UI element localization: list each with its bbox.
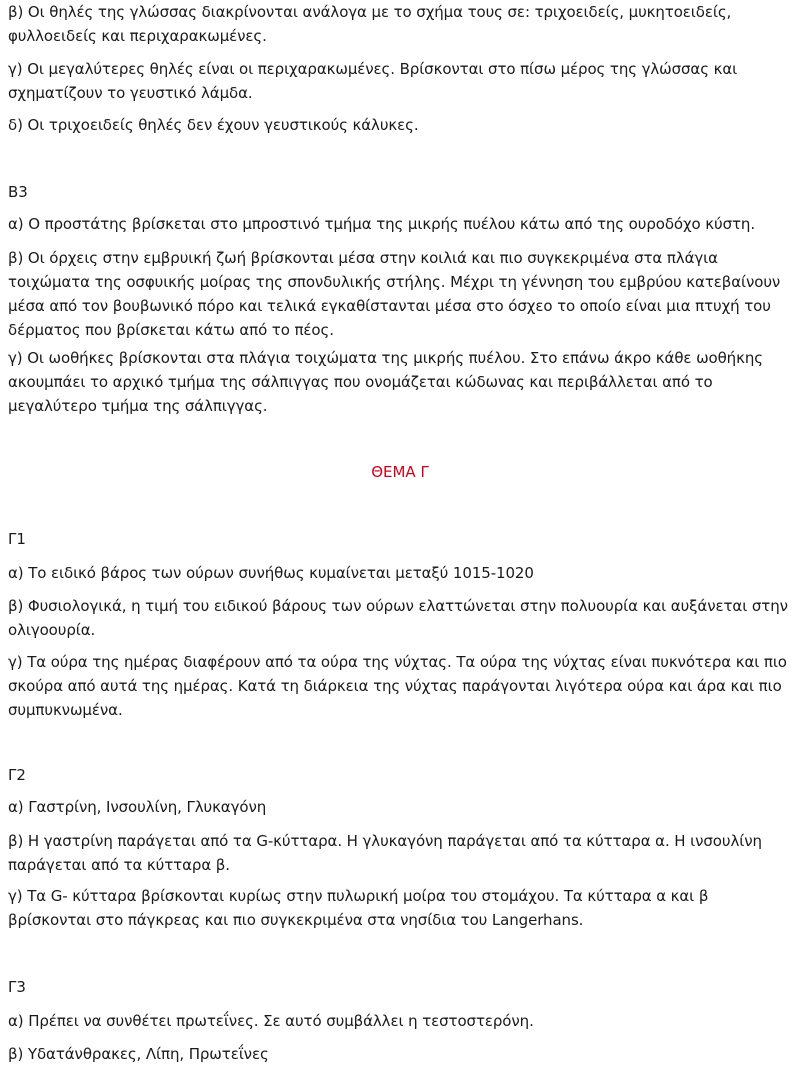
section-heading-g1: Γ1 <box>8 530 26 548</box>
g3-answer-a: α) Πρέπει να συνθέτει πρωτεΐνες. Σε αυτό συμβάλλει η τεστοστερόνη. <box>8 1012 534 1030</box>
g3-answer-b: β) Υδατάνθρακες, Λίπη, Πρωτεΐνες <box>8 1045 269 1063</box>
g2-answer-b: β) Η γαστρίνη παράγεται από τα G-κύτταρα. Η γλυκαγόνη παράγεται από τα κύτταρα α. Η ινσουλίνη παράγεται από τα κύτταρα β. <box>8 832 762 874</box>
section-heading-g2: Γ2 <box>8 766 26 784</box>
theme-g-title: ΘΕΜΑ Γ <box>371 463 429 481</box>
b3-answer-a: α) Ο προστάτης βρίσκεται στο μπροστινό τμήμα της μικρής πυέλου κάτω από της ουροδόχο κύστη. <box>8 215 756 233</box>
b2-answer-d: δ) Οι τριχοειδείς θηλές δεν έχουν γευστικούς κάλυκες. <box>8 116 419 134</box>
g1-answer-a: α) Το ειδικό βάρος των ούρων συνήθως κυμαίνεται μεταξύ 1015-1020 <box>8 564 534 582</box>
b3-answer-b: β) Οι όρχεις στην εμβρυική ζωή βρίσκονται μέσα στην κοιλιά και πιο συγκεκριμένα στα πλάγια τοιχώματα της οσφυικής μοίρας της σπονδυλικής στήλης. Μέχρι τη γέννηση του εμβρύου κατεβαίνουν μέσα από τον βουβωνικό πόρο και τελικά εγκαθίστανται μέσα στο όσχεο το οποίο είναι μια πτυχή του δέρματος που βρίσκεται κάτω από το πέος. <box>8 249 781 339</box>
g2-answer-a: α) Γαστρίνη, Ινσουλίνη, Γλυκαγόνη <box>8 798 267 816</box>
g1-answer-g: γ) Τα ούρα της ημέρας διαφέρουν από τα ούρα της νύχτας. Τα ούρα της νύχτας είναι πυκνότερα και πιο σκούρα από αυτά της ημέρας. Κατά τη διάρκεια της νύχτας παράγονται λιγότερα ούρα και άρα και πιο συμπυκνωμένα. <box>8 653 787 719</box>
b2-answer-b: β) Οι θηλές της γλώσσας διακρίνονται ανάλογα με το σχήμα τους σε: τριχοειδείς, μυκητοειδείς, φυλλοειδείς και περιχαρακωμένες. <box>8 3 732 45</box>
section-heading-g3: Γ3 <box>8 978 26 996</box>
section-heading-b3: Β3 <box>8 183 28 201</box>
b3-answer-g: γ) Οι ωοθήκες βρίσκονται στα πλάγια τοιχώματα της μικρής πυέλου. Στο επάνω άκρο κάθε ωοθήκης ακουμπάει το αρχικό τμήμα της σάλπιγγας που ονομάζεται κώδωνας και περιβάλλεται από το μεγαλύτερο τμήμα της σάλπιγγας. <box>8 349 763 415</box>
g2-answer-g: γ) Τα G- κύτταρα βρίσκονται κυρίως στην πυλωρική μοίρα του στομάχου. Τα κύτταρα α και β βρίσκονται στο πάγκρεας και πιο συγκεκριμένα στα νησίδια του Langerhans. <box>8 887 709 929</box>
b2-answer-g: γ) Οι μεγαλύτερες θηλές είναι οι περιχαρακωμένες. Βρίσκονται στο πίσω μέρος της γλώσσας και σχηματίζουν το γευστικό λάμδα. <box>8 60 738 102</box>
g1-answer-b: β) Φυσιολογικά, η τιμή του ειδικού βάρους των ούρων ελαττώνεται στην πολυουρία και αυξάνεται στην ολιγοουρία. <box>8 597 788 639</box>
